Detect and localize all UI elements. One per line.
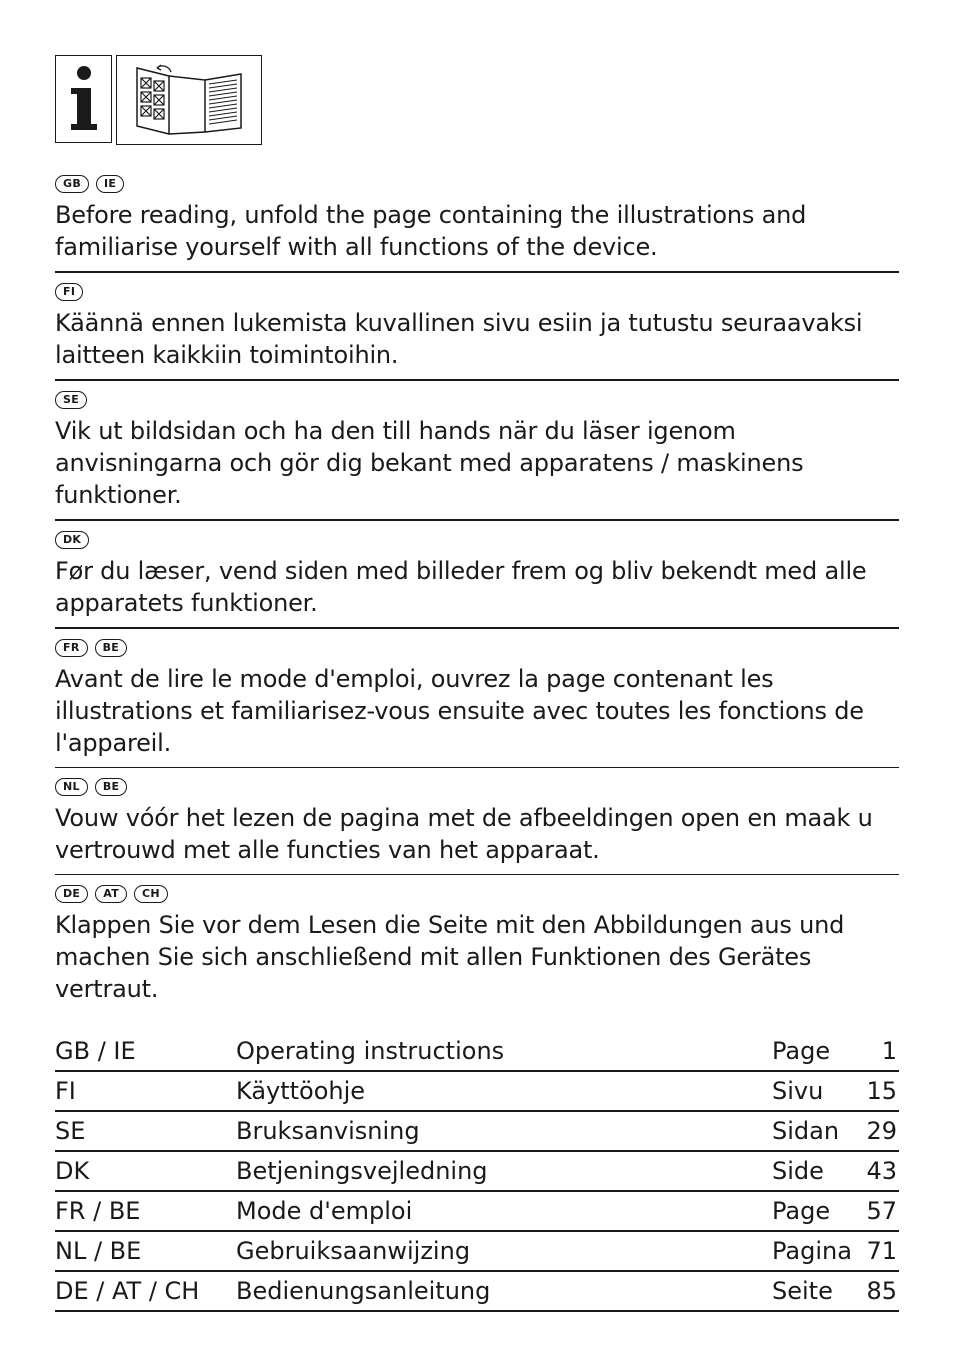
country-badges xyxy=(55,283,899,301)
toc-row[interactable] xyxy=(55,1273,899,1312)
section-text: Klappen Sie vor dem Lesen die Seite mit den Abbildungen aus und machen Sie sich anschließend mit allen Funktionen des Gerätes vertraut. xyxy=(55,911,845,1003)
toc-row[interactable] xyxy=(55,1073,899,1112)
section-text: Käännä ennen lukemista kuvallinen sivu esiin ja tutustu seuraavaksi laitteen kaikkiin toimintoihin. xyxy=(55,309,863,369)
toc-language-code: NL / BE xyxy=(55,1237,142,1265)
toc-row[interactable] xyxy=(55,1193,899,1232)
country-badge: AT xyxy=(95,885,127,903)
unfold-pages-icon xyxy=(116,55,262,145)
toc-page-label: Pagina xyxy=(772,1237,852,1265)
toc-page-number: 57 xyxy=(866,1197,897,1225)
toc-page-label: Sidan xyxy=(772,1117,840,1145)
toc-title: Käyttöohje xyxy=(236,1077,366,1105)
toc-language-code: DK xyxy=(55,1157,90,1185)
country-badge: CH xyxy=(134,885,168,903)
country-badge: DE xyxy=(55,885,88,903)
language-section-de-at-ch xyxy=(55,875,899,1013)
toc-page-label: Seite xyxy=(772,1277,833,1305)
section-text: Vik ut bildsidan och ha den till hands när du läser igenom anvisningarna och gör dig bekant med apparatens / maskinens funktioner. xyxy=(55,417,804,509)
language-section-se xyxy=(55,381,899,521)
country-badge: DK xyxy=(55,531,89,549)
language-notice-list xyxy=(55,168,899,1013)
country-badge: NL xyxy=(55,778,88,796)
country-badge: BE xyxy=(95,778,128,796)
toc-title: Mode d'emploi xyxy=(236,1197,413,1225)
toc-language-code: FI xyxy=(55,1077,76,1105)
language-section-fr-be xyxy=(55,629,899,768)
toc-page-number: 71 xyxy=(866,1237,897,1265)
toc-page-number: 29 xyxy=(866,1117,897,1145)
country-badges xyxy=(55,391,899,409)
section-text: Avant de lire le mode d'emploi, ouvrez la page contenant les illustrations et familiarisez-vous ensuite avec toutes les fonctions de l'appareil. xyxy=(55,665,864,757)
toc-page-number: 85 xyxy=(866,1277,897,1305)
country-badges xyxy=(55,639,899,657)
toc-page-number: 43 xyxy=(866,1157,897,1185)
toc-row[interactable] xyxy=(55,1113,899,1152)
toc-row[interactable] xyxy=(55,1033,899,1072)
toc-language-code: DE / AT / CH xyxy=(55,1277,200,1305)
language-section-fi xyxy=(55,273,899,381)
country-badges xyxy=(55,885,899,903)
country-badges xyxy=(55,778,899,796)
country-badges xyxy=(55,531,899,549)
toc-title: Bruksanvisning xyxy=(236,1117,420,1145)
section-text: Før du læser, vend siden med billeder frem og bliv bekendt med alle apparatets funktioner. xyxy=(55,557,867,617)
toc-page-number: 15 xyxy=(866,1077,897,1105)
toc-title: Gebruiksaanwijzing xyxy=(236,1237,471,1265)
country-badge: IE xyxy=(96,175,124,193)
language-section-dk xyxy=(55,521,899,629)
country-badge: SE xyxy=(55,391,87,409)
toc-page-label: Page xyxy=(772,1197,831,1225)
language-section-gb-ie xyxy=(55,168,899,273)
toc-page-label: Page xyxy=(772,1037,831,1065)
section-text: Vouw vóór het lezen de pagina met de afbeeldingen open en maak u vertrouwd met alle functies van het apparaat. xyxy=(55,804,873,864)
toc-row[interactable] xyxy=(55,1233,899,1272)
toc-language-code: GB / IE xyxy=(55,1037,136,1065)
toc-page-label: Side xyxy=(772,1157,824,1185)
toc-language-code: FR / BE xyxy=(55,1197,141,1225)
country-badges xyxy=(55,175,899,193)
section-text: Before reading, unfold the page containing the illustrations and familiarise yourself with all functions of the device. xyxy=(55,201,807,261)
country-badge: GB xyxy=(55,175,89,193)
table-of-contents xyxy=(55,1033,899,1312)
country-badge: BE xyxy=(95,639,128,657)
toc-row[interactable] xyxy=(55,1153,899,1192)
language-section-nl-be xyxy=(55,768,899,875)
toc-title: Bedienungsanleitung xyxy=(236,1277,491,1305)
country-badge: FI xyxy=(55,283,83,301)
toc-page-number: 1 xyxy=(881,1037,897,1065)
info-icon xyxy=(55,55,112,143)
country-badge: FR xyxy=(55,639,88,657)
toc-language-code: SE xyxy=(55,1117,86,1145)
toc-page-label: Sivu xyxy=(772,1077,824,1105)
toc-title: Operating instructions xyxy=(236,1037,505,1065)
toc-title: Betjeningsvejledning xyxy=(236,1157,488,1185)
